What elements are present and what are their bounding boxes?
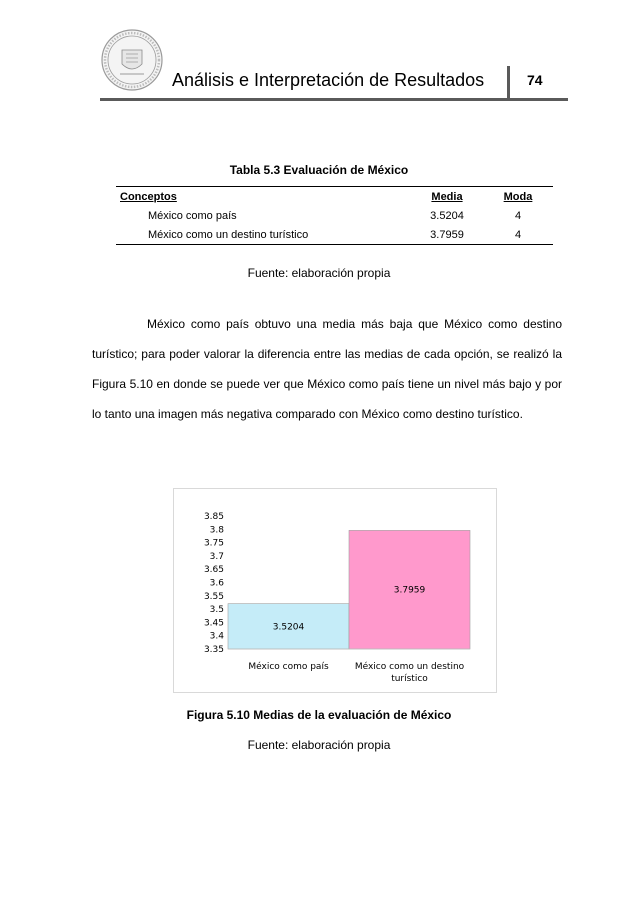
y-tick-label: 3.65: [203, 565, 224, 576]
table-header-row: [116, 187, 553, 207]
figure-caption: Figura 5.10 Medias de la evaluación de México: [186, 708, 452, 722]
row-concept: México como un destino turístico: [116, 225, 411, 245]
header-rule: [100, 98, 568, 101]
header-divider: [507, 66, 510, 98]
evaluation-table: [116, 186, 553, 245]
table-caption: Tabla 5.3 Evaluación de México: [229, 163, 409, 177]
table-row: [116, 206, 553, 225]
column-header-media: Media: [411, 187, 483, 207]
row-moda: 4: [483, 225, 553, 245]
y-tick-label: 3.4: [209, 631, 224, 642]
y-tick-label: 3.7: [209, 551, 224, 562]
data-label: 3.7959: [393, 585, 426, 596]
data-label: 3.5204: [272, 622, 305, 633]
body-paragraph: México como país obtuvo una media más baja que México como destino turístico; para poder valorar la diferencia entre las medias de cada opción, se realizó la Figura 5.10 en donde se puede ver que México como país tiene un nivel más bajo y por lo tanto una imagen más negativa comparado con México como destino turístico.: [92, 317, 562, 421]
bar-chart: [173, 488, 497, 693]
x-category-label: turístico: [391, 674, 428, 684]
y-tick-label: 3.85: [203, 512, 224, 522]
figure-source: Fuente: elaboración propia: [247, 738, 391, 752]
table-row: [116, 225, 553, 245]
column-header-moda: Moda: [483, 187, 553, 207]
y-tick-label: 3.8: [209, 525, 224, 536]
x-category-label: México como un destino: [354, 662, 465, 672]
header-title: Análisis e Interpretación de Resultados: [172, 70, 485, 90]
column-header-conceptos: Conceptos: [116, 187, 411, 207]
page-header: [100, 28, 568, 102]
row-concept: México como país: [148, 209, 237, 222]
y-tick-label: 3.75: [203, 538, 224, 549]
chart-svg: [174, 489, 496, 692]
page-number: 74: [527, 72, 543, 88]
table-source: Fuente: elaboración propia: [247, 266, 391, 280]
y-tick-label: 3.6: [209, 578, 224, 589]
row-moda: 4: [514, 209, 522, 222]
y-tick-label: 3.35: [203, 645, 224, 655]
y-tick-label: 3.55: [203, 591, 224, 602]
row-media: 3.7959: [411, 225, 483, 245]
university-seal-logo: [100, 28, 164, 92]
y-tick-label: 3.5: [209, 605, 224, 616]
x-category-label: México como país: [248, 662, 329, 672]
y-tick-label: 3.45: [203, 618, 224, 629]
row-media: 3.5204: [430, 209, 464, 222]
